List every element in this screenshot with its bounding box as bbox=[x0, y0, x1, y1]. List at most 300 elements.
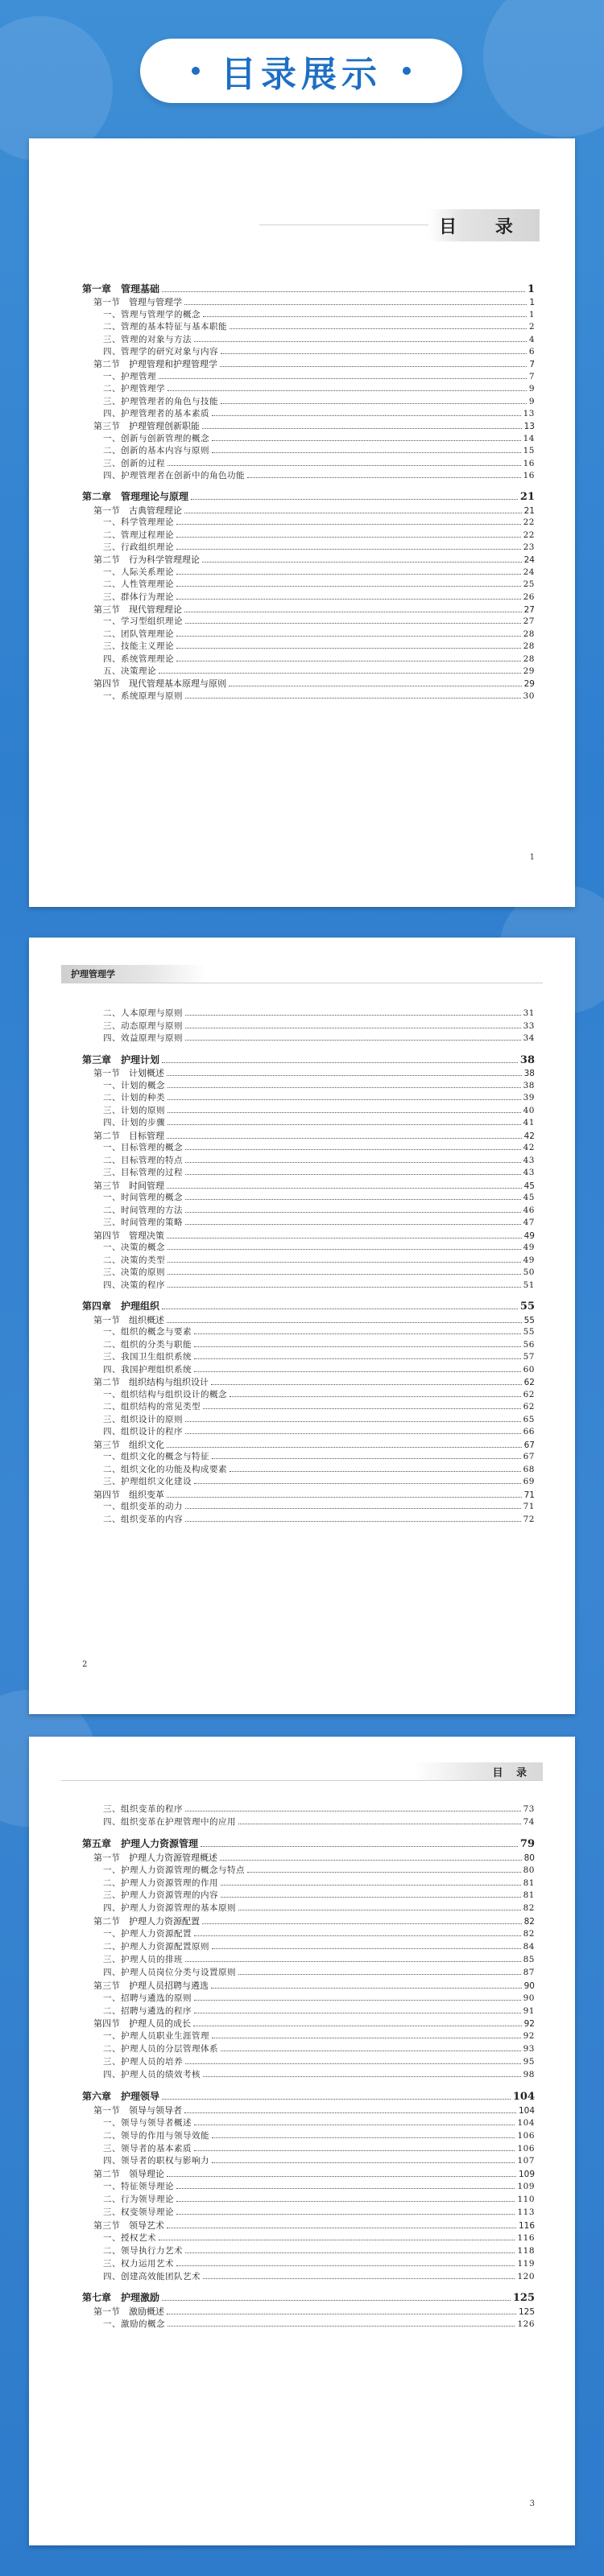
toc-entry-page: 126 bbox=[517, 2319, 535, 2330]
dot-leader bbox=[167, 1181, 522, 1189]
dot-leader bbox=[185, 1955, 521, 1962]
toc-chapter bbox=[82, 489, 535, 502]
toc-entry-page: 49 bbox=[523, 1243, 535, 1252]
dot-leader bbox=[194, 2144, 515, 2151]
dot-leader bbox=[168, 1081, 521, 1088]
toc-entry-page: 60 bbox=[523, 1364, 535, 1375]
dot-leader bbox=[185, 1515, 521, 1522]
toc-item bbox=[82, 516, 535, 529]
toc-item bbox=[82, 1992, 535, 2005]
toc-entry-page: 25 bbox=[523, 579, 535, 590]
toc-chapter bbox=[82, 1053, 535, 1065]
toc-section bbox=[82, 1914, 535, 1927]
toc-item bbox=[82, 407, 535, 420]
toc-entry-page: 50 bbox=[523, 1267, 535, 1277]
toc-entry-page: 118 bbox=[517, 2245, 535, 2256]
toc-entry-page: 87 bbox=[523, 1967, 535, 1977]
toc-entry-page: 42 bbox=[523, 1131, 535, 1141]
dot-leader bbox=[191, 493, 518, 500]
toc-entry-label: 二、目标管理的特点 bbox=[103, 1155, 183, 1165]
toc-entry-label: 第一节 古典管理理论 bbox=[93, 505, 182, 516]
toc-entry-page: 24 bbox=[523, 567, 535, 577]
dot-leader bbox=[167, 2221, 516, 2228]
toc-section bbox=[82, 553, 535, 566]
toc-entry-label: 四、决策的程序 bbox=[103, 1280, 165, 1290]
toc-entry-label: 三、群体行为理论 bbox=[103, 591, 174, 602]
toc-item bbox=[82, 345, 535, 358]
dot-leader bbox=[167, 1069, 522, 1076]
toc-entry-label: 三、动态原理与原则 bbox=[103, 1020, 183, 1031]
toc-entry-label: 三、权变领导理论 bbox=[103, 2207, 174, 2217]
toc-entry-label: 一、组织的概念与要素 bbox=[103, 1327, 192, 1337]
toc-entry-page: 28 bbox=[523, 653, 535, 664]
toc-entry-page: 113 bbox=[517, 2207, 535, 2217]
toc-entry-page: 104 bbox=[512, 2090, 535, 2103]
toc-entry-label: 第三节 护理管理创新职能 bbox=[93, 421, 200, 432]
toc-entry-label: 第四章 护理组织 bbox=[82, 1300, 160, 1312]
toc-entry-page: 56 bbox=[523, 1339, 535, 1350]
toc-entry-label: 第七章 护理激励 bbox=[82, 2292, 160, 2304]
toc-item bbox=[82, 1166, 535, 1179]
toc-entry-label: 三、护理组织文化建设 bbox=[103, 1477, 192, 1486]
toc-item bbox=[82, 382, 535, 395]
toc-item bbox=[82, 1953, 535, 1966]
toc-entry-page: 67 bbox=[523, 1452, 535, 1461]
toc-entry-label: 一、管理与管理学的概念 bbox=[103, 309, 201, 319]
dot-leader bbox=[220, 1853, 522, 1861]
toc-chapter bbox=[82, 1299, 535, 1312]
toc-item bbox=[82, 1241, 535, 1254]
toc-entry-label: 第六章 护理领导 bbox=[82, 2090, 160, 2102]
dot-leader bbox=[185, 1502, 521, 1509]
dot-leader bbox=[184, 506, 522, 513]
toc-entry-label: 二、护理人员的分层管理体系 bbox=[103, 2044, 218, 2055]
dot-leader bbox=[212, 434, 521, 441]
dot-leader bbox=[221, 2044, 521, 2051]
toc-entry-page: 109 bbox=[518, 2170, 535, 2180]
toc-entry-label: 第三章 护理计划 bbox=[82, 1053, 160, 1065]
toc-entry-page: 7 bbox=[528, 371, 535, 381]
toc-entry-page: 1 bbox=[528, 309, 535, 319]
dot-leader bbox=[202, 1917, 522, 1924]
toc-entry-page: 106 bbox=[517, 2143, 535, 2154]
toc-entry-page: 69 bbox=[523, 1477, 535, 1486]
dot-leader bbox=[221, 397, 527, 404]
page-number: 2 bbox=[82, 1660, 88, 1669]
dot-leader bbox=[159, 2233, 515, 2240]
dot-leader bbox=[212, 2131, 515, 2138]
toc-entry-label: 第一节 计划概述 bbox=[93, 1068, 164, 1078]
dot-leader bbox=[185, 1218, 521, 1225]
dot-leader bbox=[194, 335, 527, 342]
toc-item bbox=[82, 2068, 535, 2081]
toc-entry-page: 104 bbox=[518, 2105, 535, 2116]
toc-entry-page: 13 bbox=[523, 409, 535, 418]
dot-leader bbox=[176, 2207, 515, 2215]
toc-item bbox=[82, 566, 535, 579]
toc-entry-label: 三、时间管理的策略 bbox=[103, 1218, 183, 1227]
toc-entry-label: 四、计划的步骤 bbox=[103, 1118, 165, 1127]
toc-entry-page: 29 bbox=[523, 666, 535, 676]
toc-item bbox=[82, 469, 535, 482]
toc-entry-label: 四、系统管理理论 bbox=[103, 653, 174, 664]
toc-entry-page: 9 bbox=[528, 396, 535, 406]
toc-entry-label: 三、行政组织理论 bbox=[103, 542, 174, 552]
toc-section bbox=[82, 1438, 535, 1451]
toc-entry-page: 29 bbox=[523, 679, 535, 690]
toc-item bbox=[82, 2116, 535, 2129]
toc-entry-label: 第一节 管理与管理学 bbox=[93, 297, 182, 308]
toc-item bbox=[82, 2318, 535, 2331]
toc-item bbox=[82, 1091, 535, 1104]
dot-leader bbox=[167, 1231, 522, 1239]
dot-leader bbox=[185, 1033, 521, 1041]
toc-item bbox=[82, 2244, 535, 2257]
dot-leader bbox=[193, 2019, 522, 2026]
toc-entry-page: 92 bbox=[523, 2031, 535, 2042]
toc-item bbox=[82, 1475, 535, 1488]
toc-entry-label: 第一节 组织概述 bbox=[93, 1314, 164, 1325]
toc-entry-label: 第二节 领导理论 bbox=[93, 2169, 164, 2180]
dot-leader bbox=[185, 1193, 521, 1200]
toc-item bbox=[82, 2030, 535, 2042]
bullet-dot-icon bbox=[192, 67, 200, 75]
dot-leader bbox=[202, 422, 522, 429]
toc-item bbox=[82, 2257, 535, 2270]
dot-leader bbox=[194, 1365, 521, 1372]
toc-section bbox=[82, 1313, 535, 1326]
toc-chapter bbox=[82, 282, 535, 295]
toc-entry-label: 一、组织文化的概念与特征 bbox=[103, 1452, 209, 1461]
dot-leader bbox=[162, 285, 525, 292]
toc-entry-page: 15 bbox=[523, 446, 535, 456]
toc-entry-label: 二、时间管理的方法 bbox=[103, 1205, 183, 1215]
dot-leader bbox=[176, 542, 521, 550]
toc-item bbox=[82, 1141, 535, 1154]
toc-entry-label: 第一节 领导与领导者 bbox=[93, 2104, 182, 2116]
toc-entry-label: 二、团队管理理论 bbox=[103, 629, 174, 639]
toc-entry-label: 一、系统原理与原则 bbox=[103, 690, 183, 701]
toc-item bbox=[82, 1902, 535, 1914]
toc-entry-page: 98 bbox=[523, 2070, 535, 2079]
toc-section bbox=[82, 1129, 535, 1142]
toc-entry-page: 45 bbox=[523, 1181, 535, 1191]
toc-entry-page: 62 bbox=[523, 1378, 535, 1387]
toc-item bbox=[82, 578, 535, 591]
banner-title-pill bbox=[140, 39, 462, 103]
toc-section bbox=[82, 1488, 535, 1501]
toc-entry-label: 二、护理人力资源管理的作用 bbox=[103, 1877, 218, 1888]
dot-leader bbox=[185, 1206, 521, 1213]
page-number: 1 bbox=[529, 853, 535, 862]
toc-entry-label: 四、护理人员岗位分类与设置原则 bbox=[103, 1967, 236, 1977]
toc-entry-page: 80 bbox=[523, 1853, 535, 1863]
dot-leader bbox=[176, 654, 521, 662]
dot-leader bbox=[221, 347, 527, 354]
toc-item bbox=[82, 2154, 535, 2167]
toc-section bbox=[82, 1375, 535, 1388]
toc-entry-label: 二、领导的作用与领导效能 bbox=[103, 2130, 209, 2141]
dot-leader bbox=[212, 1942, 521, 1949]
toc-entry-label: 二、计划的种类 bbox=[103, 1093, 165, 1103]
toc-entry-page: 92 bbox=[523, 2019, 535, 2030]
toc-chapter bbox=[82, 1836, 535, 1849]
toc-item bbox=[82, 1400, 535, 1413]
toc-item bbox=[82, 2193, 535, 2206]
toc-entry-page: 93 bbox=[523, 2044, 535, 2055]
dot-leader bbox=[168, 1280, 521, 1288]
toc-entry-page: 106 bbox=[517, 2130, 535, 2141]
toc-entry-page: 73 bbox=[523, 1804, 535, 1814]
toc-item bbox=[82, 395, 535, 408]
toc-entry-page: 79 bbox=[519, 1837, 535, 1850]
toc-entry-label: 一、护理人力资源管理的概念与特点 bbox=[103, 1865, 245, 1875]
toc-entry-page: 38 bbox=[519, 1053, 535, 1066]
toc-entry-page: 16 bbox=[523, 458, 535, 468]
dot-leader bbox=[201, 1840, 518, 1847]
toc-entry-page: 23 bbox=[523, 542, 535, 552]
toc-entry-label: 四、护理管理者的基本素质 bbox=[103, 409, 209, 418]
toc-entry-page: 33 bbox=[523, 1020, 535, 1031]
toc-entry-label: 四、效益原理与原则 bbox=[103, 1033, 183, 1043]
dot-leader bbox=[185, 1804, 521, 1811]
toc-entry-label: 一、护理人力资源配置 bbox=[103, 1929, 192, 1939]
toc-entry-page: 45 bbox=[523, 1193, 535, 1202]
toc-item bbox=[82, 2142, 535, 2155]
toc-entry-page: 65 bbox=[523, 1414, 535, 1424]
dot-leader bbox=[176, 2195, 515, 2202]
toc-section bbox=[82, 2305, 535, 2318]
toc-entry-label: 第二节 目标管理 bbox=[93, 1130, 164, 1141]
toc-entry-label: 第三节 护理人员招聘与遴选 bbox=[93, 1980, 209, 1991]
toc-entry-label: 第一节 激励概述 bbox=[93, 2306, 164, 2318]
toc-entry-label: 二、人本原理与原则 bbox=[103, 1008, 183, 1018]
toc-entry-label: 一、组织变革的动力 bbox=[103, 1502, 183, 1511]
dot-leader bbox=[230, 322, 527, 329]
toc-entry-label: 四、护理人力资源管理的基本原则 bbox=[103, 1903, 236, 1914]
dot-leader bbox=[212, 2156, 515, 2163]
toc-entry-label: 第四节 现代管理基本原理与原则 bbox=[93, 678, 226, 690]
toc-entry-page: 82 bbox=[523, 1917, 535, 1927]
toc-entry-label: 四、领导者的职权与影响力 bbox=[103, 2156, 209, 2166]
toc-entry-page: 1 bbox=[527, 283, 535, 295]
toc-item bbox=[82, 1216, 535, 1229]
toc-entry-label: 一、时间管理的概念 bbox=[103, 1193, 183, 1202]
toc-item bbox=[82, 2270, 535, 2283]
toc-entry-label: 四、组织变革在护理管理中的应用 bbox=[103, 1816, 236, 1827]
toc-page-3 bbox=[29, 1737, 575, 2545]
toc-entry-label: 三、领导者的基本素质 bbox=[103, 2143, 192, 2154]
toc-entry-label: 一、领导与领导者概述 bbox=[103, 2117, 192, 2128]
toc-chapter bbox=[82, 2290, 535, 2303]
toc-item bbox=[82, 1513, 535, 1526]
dot-leader bbox=[238, 1817, 521, 1824]
toc-item bbox=[82, 1877, 535, 1890]
toc-entry-page: 1 bbox=[529, 298, 535, 308]
toc-entry-label: 第三节 领导艺术 bbox=[93, 2219, 164, 2231]
toc-entry-page: 42 bbox=[523, 1143, 535, 1152]
toc-item bbox=[82, 1020, 535, 1032]
toc-entry-label: 第二节 护理管理和护理管理学 bbox=[93, 359, 217, 370]
toc-entry-label: 第一节 护理人力资源管理概述 bbox=[93, 1852, 217, 1863]
toc-entry-label: 一、授权艺术 bbox=[103, 2232, 156, 2243]
toc-section bbox=[82, 295, 535, 308]
dot-leader bbox=[184, 298, 527, 305]
dot-leader bbox=[162, 1302, 518, 1309]
toc-section bbox=[82, 2167, 535, 2180]
toc-entry-page: 57 bbox=[523, 1352, 535, 1362]
toc-item bbox=[82, 2042, 535, 2055]
dot-leader bbox=[167, 1131, 522, 1139]
toc-section bbox=[82, 2104, 535, 2116]
toc-entry-page: 40 bbox=[523, 1105, 535, 1115]
dot-leader bbox=[203, 2070, 521, 2077]
toc-entry-label: 第五章 护理人力资源管理 bbox=[82, 1837, 199, 1849]
toc-page-2 bbox=[29, 938, 575, 1714]
dot-leader bbox=[194, 1477, 521, 1484]
toc-section bbox=[82, 1851, 535, 1864]
toc-section bbox=[82, 2017, 535, 2030]
page-number: 3 bbox=[529, 2500, 535, 2508]
toc-entry-page: 81 bbox=[523, 1877, 535, 1888]
toc-entry-label: 四、我国护理组织系统 bbox=[103, 1364, 192, 1375]
toc-entry-label: 二、护理管理学 bbox=[103, 384, 165, 394]
background-bubble bbox=[483, 0, 604, 137]
toc-section bbox=[82, 1229, 535, 1242]
toc-entry-label: 第四节 组织变革 bbox=[93, 1489, 164, 1500]
dot-leader bbox=[203, 1402, 521, 1409]
toc-entry-label: 三、护理人员的排班 bbox=[103, 1954, 183, 1964]
toc-section bbox=[82, 1066, 535, 1079]
toc-entry-page: 125 bbox=[518, 2307, 535, 2318]
toc-entry-label: 二、决策的类型 bbox=[103, 1255, 165, 1265]
toc-entry-page: 81 bbox=[523, 1890, 535, 1901]
toc-entry-label: 第四节 护理人员的成长 bbox=[93, 2018, 191, 2030]
toc-entry-page: 120 bbox=[517, 2271, 535, 2281]
dot-leader bbox=[167, 1440, 522, 1448]
toc-entry-page: 26 bbox=[523, 591, 535, 602]
toc-item bbox=[82, 1325, 535, 1338]
toc-entry-page: 55 bbox=[523, 1315, 535, 1325]
toc-entry-label: 第一章 管理基础 bbox=[82, 283, 160, 295]
dot-leader bbox=[185, 691, 521, 699]
toc-entry-label: 第二节 护理人力资源配置 bbox=[93, 1916, 200, 1927]
dot-leader bbox=[185, 2057, 521, 2064]
toc-item bbox=[82, 1032, 535, 1045]
toc-entry-label: 二、创新的基本内容与原则 bbox=[103, 446, 209, 456]
dot-leader bbox=[203, 310, 527, 317]
toc-item bbox=[82, 1413, 535, 1426]
toc-entry-label: 四、管理学的研究对象与内容 bbox=[103, 347, 218, 357]
dot-leader bbox=[212, 446, 521, 453]
dot-leader bbox=[194, 2006, 521, 2013]
toc-item bbox=[82, 1927, 535, 1940]
toc-item bbox=[82, 653, 535, 666]
toc-entry-page: 27 bbox=[523, 605, 535, 615]
toc-entry-label: 四、护理管理者在创新中的角色功能 bbox=[103, 471, 245, 480]
dot-leader bbox=[184, 605, 522, 612]
toc-entry-page: 38 bbox=[523, 1080, 535, 1090]
dot-leader bbox=[247, 1865, 521, 1873]
toc-entry-label: 一、招聘与遴选的原则 bbox=[103, 1993, 192, 2003]
toc-entry-page: 13 bbox=[523, 422, 535, 432]
dot-leader bbox=[168, 1243, 521, 1250]
toc-item bbox=[82, 1450, 535, 1463]
toc-entry-label: 第三节 时间管理 bbox=[93, 1180, 164, 1191]
toc-item bbox=[82, 1266, 535, 1279]
toc-item bbox=[82, 1500, 535, 1513]
dot-leader bbox=[159, 666, 521, 674]
toc-entry-label: 一、决策的概念 bbox=[103, 1243, 165, 1252]
dot-leader bbox=[185, 1168, 521, 1175]
toc-item bbox=[82, 1816, 535, 1828]
dot-leader bbox=[176, 517, 521, 525]
toc-section bbox=[82, 603, 535, 616]
dot-leader bbox=[194, 2118, 515, 2125]
dot-leader bbox=[176, 530, 521, 538]
toc-entry-label: 一、护理管理 bbox=[103, 371, 156, 381]
toc-heading: 目 录 bbox=[428, 209, 540, 241]
toc-entry-page: 90 bbox=[523, 1993, 535, 2003]
toc-item bbox=[82, 320, 535, 333]
toc-entry-page: 21 bbox=[519, 491, 535, 504]
toc-entry-label: 三、护理管理者的角色与技能 bbox=[103, 396, 218, 406]
dot-leader bbox=[230, 1390, 521, 1397]
toc-entry-label: 三、我国卫生组织系统 bbox=[103, 1352, 192, 1362]
toc-entry-page: 49 bbox=[523, 1255, 535, 1265]
dot-leader bbox=[167, 1316, 522, 1323]
toc-item bbox=[82, 1007, 535, 1020]
toc-entry-label: 二、管理过程理论 bbox=[103, 530, 174, 540]
bullet-dot-icon bbox=[403, 67, 411, 75]
toc-entry-page: 109 bbox=[517, 2182, 535, 2192]
toc-entry-label: 二、组织文化的功能及构成要素 bbox=[103, 1464, 227, 1474]
toc-item bbox=[82, 615, 535, 628]
toc-entry-page: 125 bbox=[512, 2292, 535, 2305]
dot-leader bbox=[176, 579, 521, 587]
toc-item bbox=[82, 690, 535, 703]
dot-leader bbox=[168, 1267, 521, 1275]
toc-entry-label: 一、特征领导理论 bbox=[103, 2182, 174, 2192]
toc-entry-page: 24 bbox=[523, 555, 535, 566]
toc-entry-label: 二、管理的基本特征与基本职能 bbox=[103, 322, 227, 332]
toc-entry-page: 110 bbox=[517, 2195, 535, 2205]
toc-entry-page: 62 bbox=[523, 1402, 535, 1412]
dot-leader bbox=[185, 1156, 521, 1163]
toc-section bbox=[82, 2219, 535, 2232]
dot-leader bbox=[194, 1352, 521, 1359]
toc-entry-page: 43 bbox=[523, 1155, 535, 1165]
dot-leader bbox=[167, 2170, 516, 2177]
toc-item bbox=[82, 1966, 535, 1979]
toc-entry-page: 84 bbox=[523, 1942, 535, 1952]
toc-entry-page: 7 bbox=[529, 360, 535, 370]
toc-item bbox=[82, 2232, 535, 2244]
toc-entry-label: 二、行为领导理论 bbox=[103, 2195, 174, 2205]
toc-entry-page: 51 bbox=[523, 1280, 535, 1290]
toc-entry-page: 55 bbox=[519, 1300, 535, 1313]
toc-entry-page: 34 bbox=[523, 1033, 535, 1043]
toc-item bbox=[82, 591, 535, 604]
toc-entry-label: 二、组织变革的内容 bbox=[103, 1514, 183, 1524]
toc-item bbox=[82, 1154, 535, 1167]
toc-entry-page: 28 bbox=[523, 641, 535, 652]
toc-entry-label: 三、计划的原则 bbox=[103, 1105, 165, 1115]
toc-section bbox=[82, 419, 535, 432]
header-rule bbox=[61, 1780, 543, 1781]
toc-item bbox=[82, 1388, 535, 1401]
dot-leader bbox=[212, 1452, 521, 1459]
